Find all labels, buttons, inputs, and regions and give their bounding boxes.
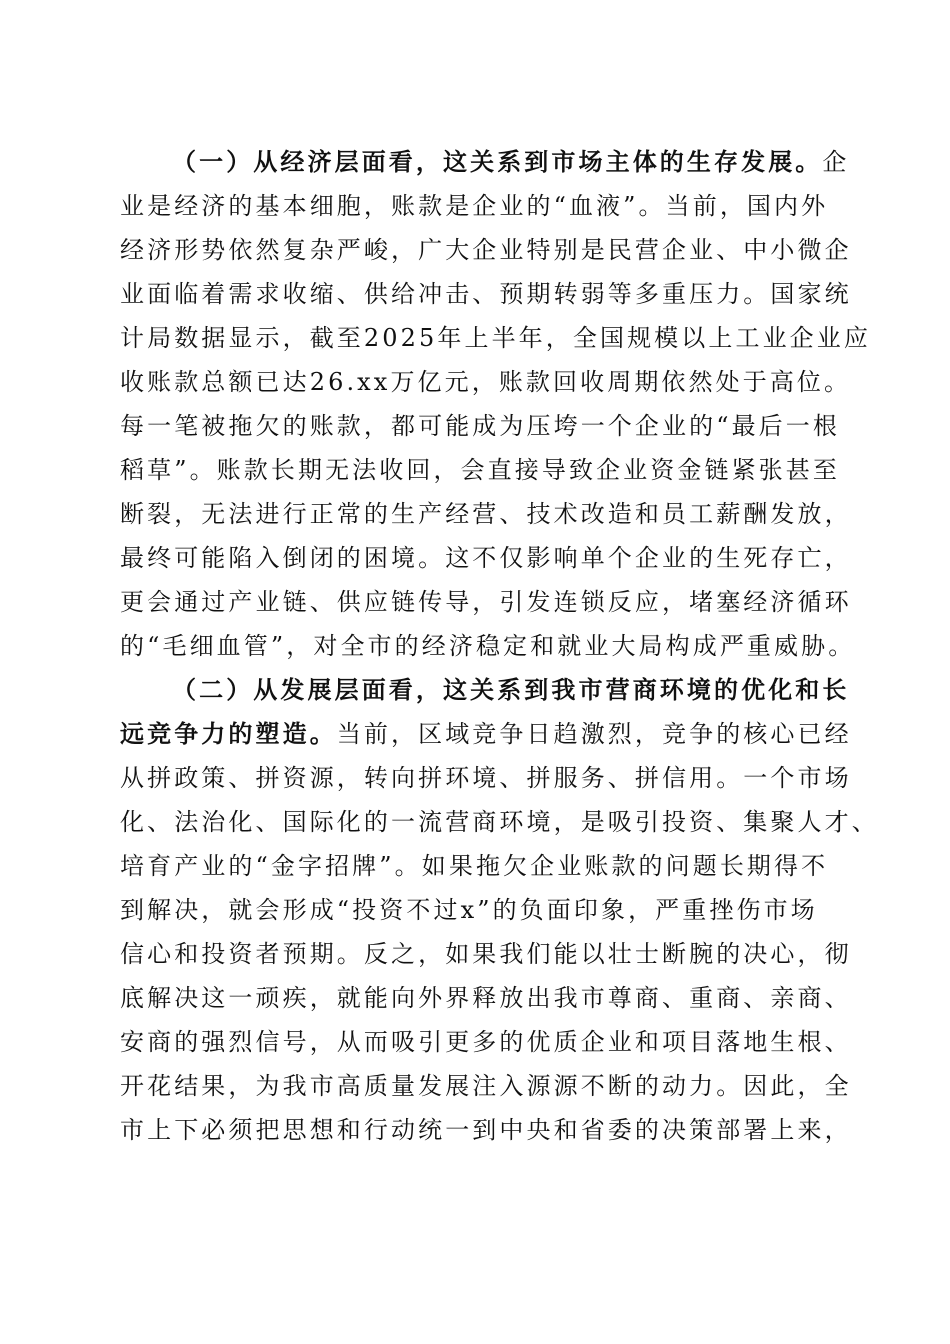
section-heading: （二）从发展层面看，这关系到我市营商环境的优化和长: [172, 675, 850, 704]
paragraph-line: 开花结果，为我市高质量发展注入源源不断的动力。因此，全: [120, 1072, 852, 1100]
paragraph-line: 到解决，就会形成“投资不过x”的负面印象，严重挫伤市场: [120, 896, 818, 924]
paragraph-line: 业是经济的基本细胞，账款是企业的“血液”。当前，国内外: [120, 192, 829, 220]
paragraph-line: 稻草”。账款长期无法收回，会直接导致企业资金链紧张甚至: [120, 456, 840, 484]
paragraph-line: [120, 712, 852, 756]
paragraph-line: 每一笔被拖欠的账款，都可能成为压垮一个企业的“最后一根: [120, 412, 840, 440]
document-page: [120, 140, 879, 1152]
paragraph-line: 培育产业的“金字招牌”。如果拖欠企业账款的问题长期得不: [120, 852, 829, 880]
paragraph-line: 业面临着需求收缩、供给冲击、预期转弱等多重压力。国家统: [120, 280, 852, 308]
paragraph-line: [120, 140, 850, 184]
paragraph-line: 断裂，无法进行正常的生产经营、技术改造和员工薪酬发放，: [120, 500, 852, 528]
section-heading: （一）从经济层面看，这关系到市场主体的生存发展。: [172, 147, 823, 176]
paragraph-line: 经济形势依然复杂严峻，广大企业特别是民营企业、中小微企: [120, 236, 852, 264]
section-heading-continued: 远竞争力的塑造。: [120, 719, 337, 748]
paragraph-line: 信心和投资者预期。反之，如果我们能以壮士断腕的决心，彻: [120, 940, 852, 968]
paragraph-line: 化、法治化、国际化的一流营商环境，是吸引投资、集聚人才、: [120, 808, 879, 836]
paragraph-line: 的“毛细血管”，对全市的经济稳定和就业大局构成严重威胁。: [120, 632, 856, 660]
paragraph-line: 计局数据显示，截至2025年上半年，全国规模以上工业企业应: [120, 324, 871, 352]
paragraph-line: 底解决这一顽疾，就能向外界释放出我市尊商、重商、亲商、: [120, 984, 852, 1012]
paragraph-text: 当前，区域竞争日趋激烈，竞争的核心已经: [336, 720, 852, 748]
paragraph-line: 收账款总额已达26.xx万亿元，账款回收周期依然处于高位。: [120, 368, 852, 396]
paragraph-line: 市上下必须把思想和行动统一到中央和省委的决策部署上来，: [120, 1116, 852, 1144]
paragraph-text: 企: [822, 148, 850, 176]
paragraph-line: 安商的强烈信号，从而吸引更多的优质企业和项目落地生根、: [120, 1028, 852, 1056]
paragraph-line: 更会通过产业链、供应链传导，引发连锁反应，堵塞经济循环: [120, 588, 852, 616]
paragraph-line: 从拼政策、拼资源，转向拼环境、拼服务、拼信用。一个市场: [120, 764, 852, 792]
paragraph-line: 最终可能陷入倒闭的困境。这不仅影响单个企业的生死存亡，: [120, 544, 852, 572]
